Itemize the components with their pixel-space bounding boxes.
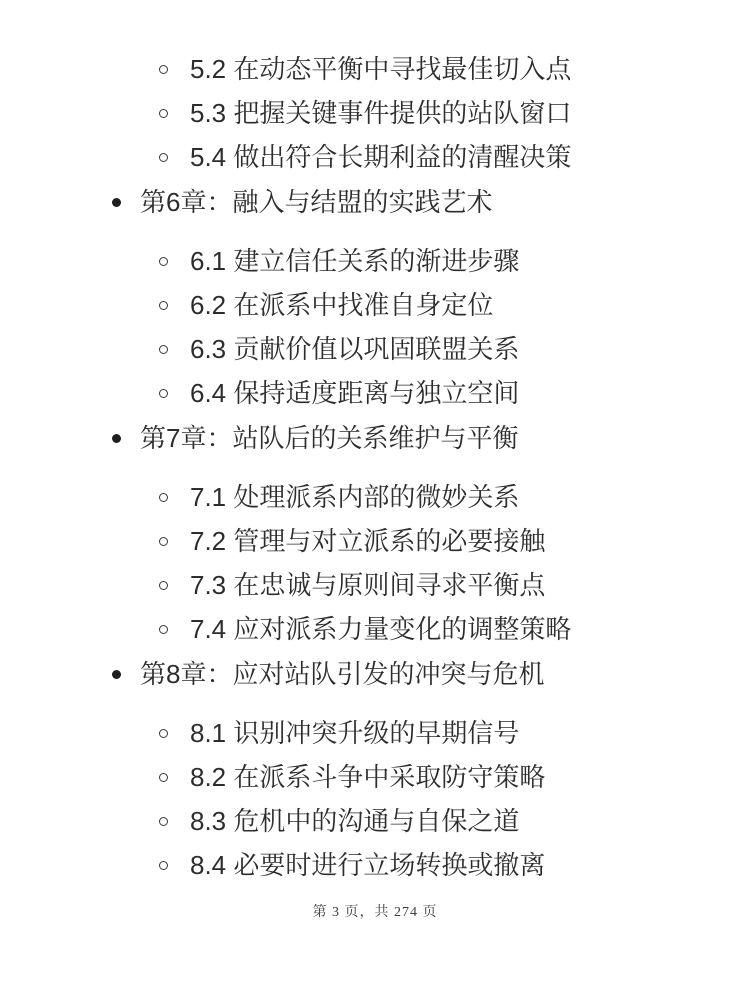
hollow-bullet-icon	[159, 773, 168, 782]
toc-item	[0, 849, 750, 882]
toc-item-label: 6.4 保持适度距离与独立空间	[190, 378, 520, 408]
toc-item-label: 6.3 贡献价值以巩固联盟关系	[190, 334, 520, 364]
hollow-bullet-icon	[159, 109, 168, 118]
toc-item	[0, 141, 750, 174]
toc-item-label: 7.3 在忠诚与原则间寻求平衡点	[190, 570, 546, 600]
toc-item	[0, 717, 750, 750]
toc-item	[0, 481, 750, 514]
hollow-bullet-icon	[159, 817, 168, 826]
toc-item-label: 5.3 把握关键事件提供的站队窗口	[190, 98, 572, 128]
toc-item	[0, 97, 750, 130]
filled-bullet-icon	[112, 670, 121, 679]
toc-item-label: 7.2 管理与对立派系的必要接触	[190, 526, 546, 556]
toc-item-label: 6.2 在派系中找准自身定位	[190, 290, 494, 320]
filled-bullet-icon	[112, 198, 121, 207]
toc-item	[0, 377, 750, 410]
toc-item-label: 8.1 识别冲突升级的早期信号	[190, 718, 520, 748]
filled-bullet-icon	[112, 434, 121, 443]
page-footer	[0, 901, 750, 921]
toc-item	[0, 333, 750, 366]
toc-item-label: 7.1 处理派系内部的微妙关系	[190, 482, 520, 512]
toc-chapter	[0, 658, 750, 691]
hollow-bullet-icon	[159, 301, 168, 310]
toc-item-label: 8.2 在派系斗争中采取防守策略	[190, 762, 546, 792]
hollow-bullet-icon	[159, 65, 168, 74]
toc-item-label: 7.4 应对派系力量变化的调整策略	[190, 614, 572, 644]
hollow-bullet-icon	[159, 493, 168, 502]
toc-chapter-title: 第8章：应对站队引发的冲突与危机	[140, 659, 545, 689]
hollow-bullet-icon	[159, 153, 168, 162]
toc-item	[0, 53, 750, 86]
table-of-contents	[0, 53, 750, 882]
toc-item	[0, 289, 750, 322]
toc-item-label: 8.4 必要时进行立场转换或撤离	[190, 850, 546, 880]
hollow-bullet-icon	[159, 861, 168, 870]
toc-chapter-title: 第7章：站队后的关系维护与平衡	[140, 423, 519, 453]
toc-item-label: 8.3 危机中的沟通与自保之道	[190, 806, 520, 836]
hollow-bullet-icon	[159, 537, 168, 546]
toc-item-label: 5.4 做出符合长期利益的清醒决策	[190, 142, 572, 172]
toc-item-label: 5.2 在动态平衡中寻找最佳切入点	[190, 54, 572, 84]
toc-chapter-title: 第6章：融入与结盟的实践艺术	[140, 187, 493, 217]
hollow-bullet-icon	[159, 389, 168, 398]
hollow-bullet-icon	[159, 625, 168, 634]
hollow-bullet-icon	[159, 345, 168, 354]
page-indicator: 第 3 页，共 274 页	[312, 905, 438, 920]
toc-chapter	[0, 422, 750, 455]
toc-item	[0, 613, 750, 646]
toc-item	[0, 569, 750, 602]
toc-chapter	[0, 186, 750, 219]
hollow-bullet-icon	[159, 729, 168, 738]
toc-item	[0, 245, 750, 278]
toc-item	[0, 805, 750, 838]
toc-item	[0, 761, 750, 794]
toc-item	[0, 525, 750, 558]
hollow-bullet-icon	[159, 581, 168, 590]
toc-item-label: 6.1 建立信任关系的渐进步骤	[190, 246, 520, 276]
hollow-bullet-icon	[159, 257, 168, 266]
